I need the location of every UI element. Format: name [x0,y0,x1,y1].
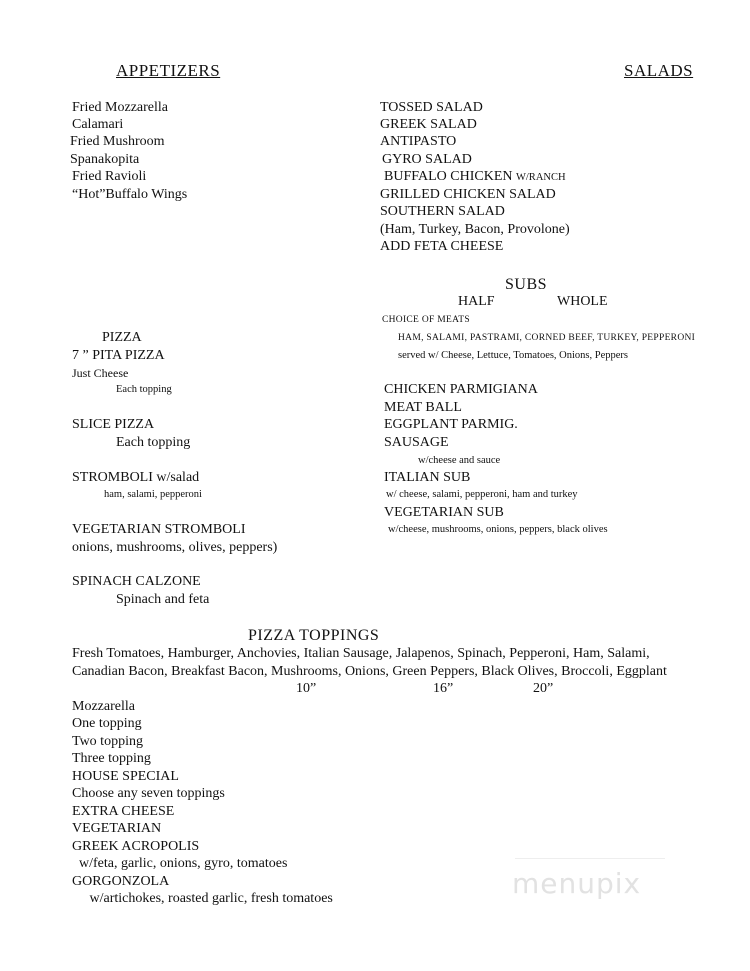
sub-item-note: w/cheese and sauce [418,455,501,466]
toppings-list-line: Fresh Tomatoes, Hamburger, Anchovies, Italian Sausage, Jalapenos, Spinach, Pepperoni, Ham, Salami, [72,646,650,661]
appetizer-item: Spanakopita [70,152,140,167]
sub-item-note: w/ cheese, salami, pepperoni, ham and turkey [386,489,578,500]
pizza-toppings-heading: PIZZA TOPPINGS [248,627,380,644]
appetizer-item: Fried Ravioli [72,169,147,184]
subs-meats-list: HAM, SALAMI, PASTRAMI, CORNED BEEF, TURKEY, PEPPERONI [398,333,696,343]
salad-item: ANTIPASTO [380,134,457,149]
size-16: 16” [433,681,454,696]
size-10: 10” [296,681,317,696]
sub-item: MEAT BALL [384,400,462,415]
salad-item: GREEK SALAD [380,117,477,132]
toppings-list-line: Canadian Bacon, Breakfast Bacon, Mushrooms, Onions, Green Peppers, Black Olives, Broccoli, Eggplant [72,664,667,679]
subs-col-half: HALF [458,294,495,309]
pizza-size-item-note: w/feta, garlic, onions, gyro, tomatoes [72,856,288,871]
pizza-size-item: EXTRA CHEESE [72,804,175,819]
subs-col-whole: WHOLE [557,294,608,309]
sub-item: ITALIAN SUB [384,470,471,485]
vegetarian-stromboli: VEGETARIAN STROMBOLI [72,522,246,537]
salad-item-label: BUFFALO CHICKEN [384,169,513,184]
pizza-size-item: One topping [72,716,142,731]
salad-item: GYRO SALAD [382,152,472,167]
appetizer-item: Calamari [72,117,124,132]
stromboli-note: ham, salami, pepperoni [104,489,202,500]
sub-item: CHICKEN PARMIGIANA [384,382,538,397]
sub-item: SAUSAGE [384,435,449,450]
watermark-rule [515,858,665,859]
stromboli: STROMBOLI w/salad [72,470,200,485]
spinach-calzone: SPINACH CALZONE [72,574,201,589]
appetizer-item: Fried Mozzarella [72,100,169,115]
pita-pizza: 7 ” PITA PIZZA [72,348,165,363]
pizza-size-item: Two topping [72,734,143,749]
pizza-size-item: Choose any seven toppings [72,786,225,801]
sub-item: EGGPLANT PARMIG. [384,417,518,432]
subs-heading: SUBS [505,276,548,293]
salad-item: SOUTHERN SALAD [380,204,505,219]
slice-each-topping: Each topping [116,435,191,450]
pizza-size-item-note: w/artichokes, roasted garlic, fresh tomatoes [72,891,333,906]
pizza-size-item: Mozzarella [72,699,135,714]
salad-item [384,170,566,184]
appetizer-item: Fried Mushroom [70,134,165,149]
subs-choice-of-meats: CHOICE OF MEATS [382,315,470,325]
appetizers-heading: APPETIZERS [116,61,221,80]
salads-heading: SALADS [624,61,694,80]
pita-just-cheese: Just Cheese [72,366,129,380]
appetizer-item: “Hot”Buffalo Wings [72,187,188,202]
vegetarian-stromboli-note: onions, mushrooms, olives, peppers) [72,540,278,555]
pizza-heading: PIZZA [102,330,142,345]
size-20: 20” [533,681,554,696]
salad-item: GRILLED CHICKEN SALAD [380,187,556,202]
salad-item-note: W/RANCH [515,172,566,183]
menupix-watermark: menupix [512,867,642,900]
slice-pizza: SLICE PIZZA [72,417,155,432]
sub-item: VEGETARIAN SUB [384,505,504,520]
pizza-size-item: Three topping [72,751,151,766]
spinach-calzone-note: Spinach and feta [116,592,210,607]
salad-item: ADD FETA CHEESE [380,239,504,254]
pizza-size-item: GORGONZOLA [72,874,170,889]
sub-item-note: w/cheese, mushrooms, onions, peppers, black olives [388,524,608,535]
pizza-size-item: VEGETARIAN [72,821,162,836]
salad-item: (Ham, Turkey, Bacon, Provolone) [380,222,570,237]
pizza-size-item: HOUSE SPECIAL [72,769,179,784]
pizza-size-item: GREEK ACROPOLIS [72,839,200,854]
salad-item: TOSSED SALAD [380,100,483,115]
pita-each-topping: Each topping [116,384,172,395]
subs-served-with: served w/ Cheese, Lettuce, Tomatoes, Onions, Peppers [398,350,629,361]
